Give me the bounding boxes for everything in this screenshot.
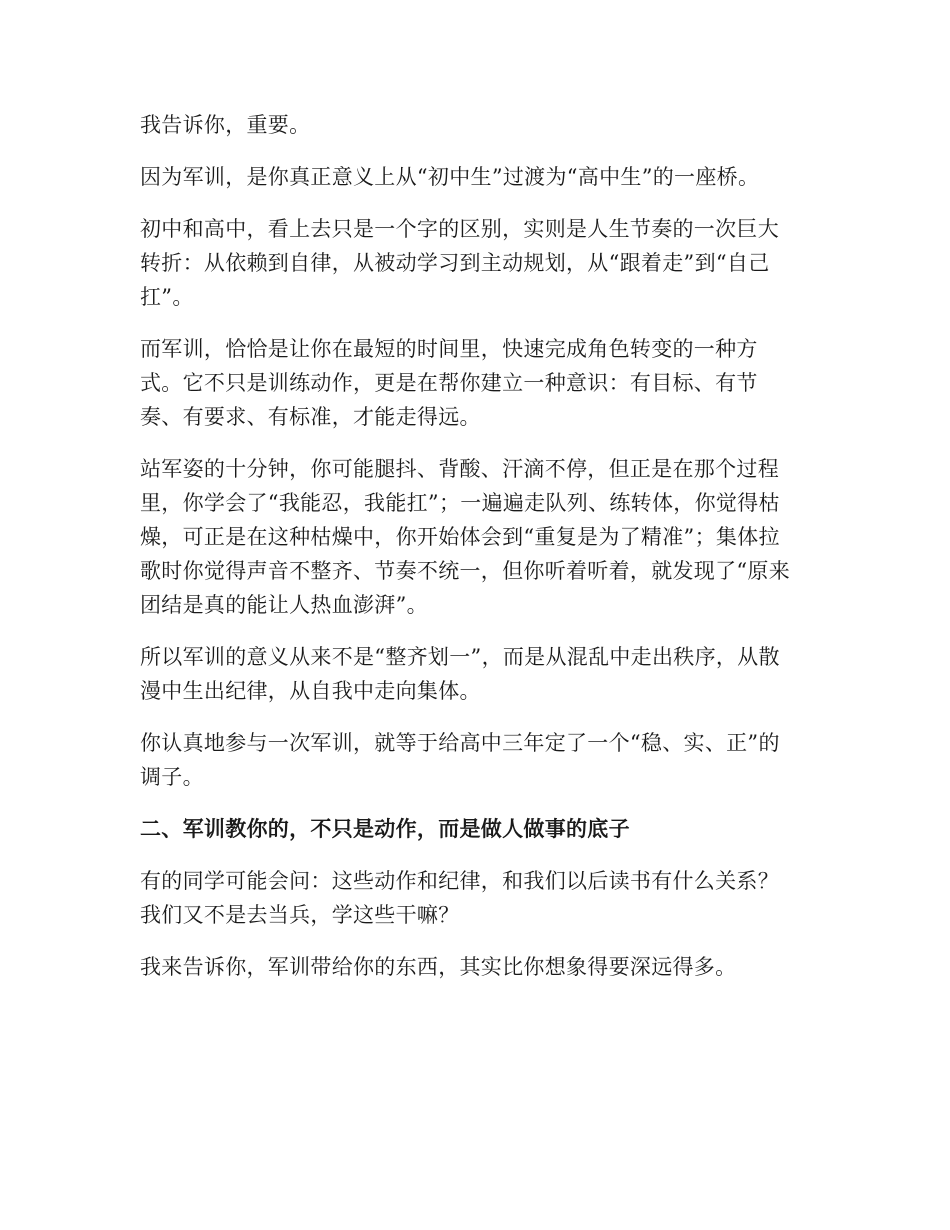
paragraph-1: 我告诉你，重要。 xyxy=(140,113,311,137)
paragraph-8: 有的同学可能会问：这些动作和纪律，和我们以后读书有什么关系？我们又不是去当兵，学这些干嘛？ xyxy=(140,869,779,927)
paragraph-9: 我来告诉你，军训带给你的东西，其实比你想象得要深远得多。 xyxy=(140,955,737,979)
paragraph-3: 初中和高中，看上去只是一个字的区别，实则是人生节奏的一次巨大转折：从依赖到自律，从被动学习到主动规划，从“跟着走”到“自己扛”。 xyxy=(140,217,779,309)
paragraph-2: 因为军训，是你真正意义上从“初中生”过渡为“高中生”的一座桥。 xyxy=(140,165,760,189)
paragraph-4: 而军训，恰恰是让你在最短的时间里，快速完成角色转变的一种方式。它不只是训练动作，更是在帮你建立一种意识：有目标、有节奏、有要求、有标准，才能走得远。 xyxy=(140,337,758,429)
paragraph-6: 所以军训的意义从来不是“整齐划一”，而是从混乱中走出秩序，从散漫中生出纪律，从自我中走向集体。 xyxy=(140,645,780,703)
document-body xyxy=(140,108,800,1002)
paragraph-7: 你认真地参与一次军训，就等于给高中三年定了一个“稳、实、正”的调子。 xyxy=(140,731,780,789)
section-heading: 二、军训教你的，不只是动作，而是做人做事的底子 xyxy=(140,816,630,841)
paragraph-5: 站军姿的十分钟，你可能腿抖、背酸、汗滴不停，但正是在那个过程里，你学会了“我能忍，我能扛”；一遍遍走队列、练转体，你觉得枯燥，可正是在这种枯燥中，你开始体会到“重复是为了精准”；集体拉歌时你觉得声音不整齐、节奏不统一，但你听着听着，就发现了“原来团结是真的能让人热血澎湃”。 xyxy=(140,457,791,617)
